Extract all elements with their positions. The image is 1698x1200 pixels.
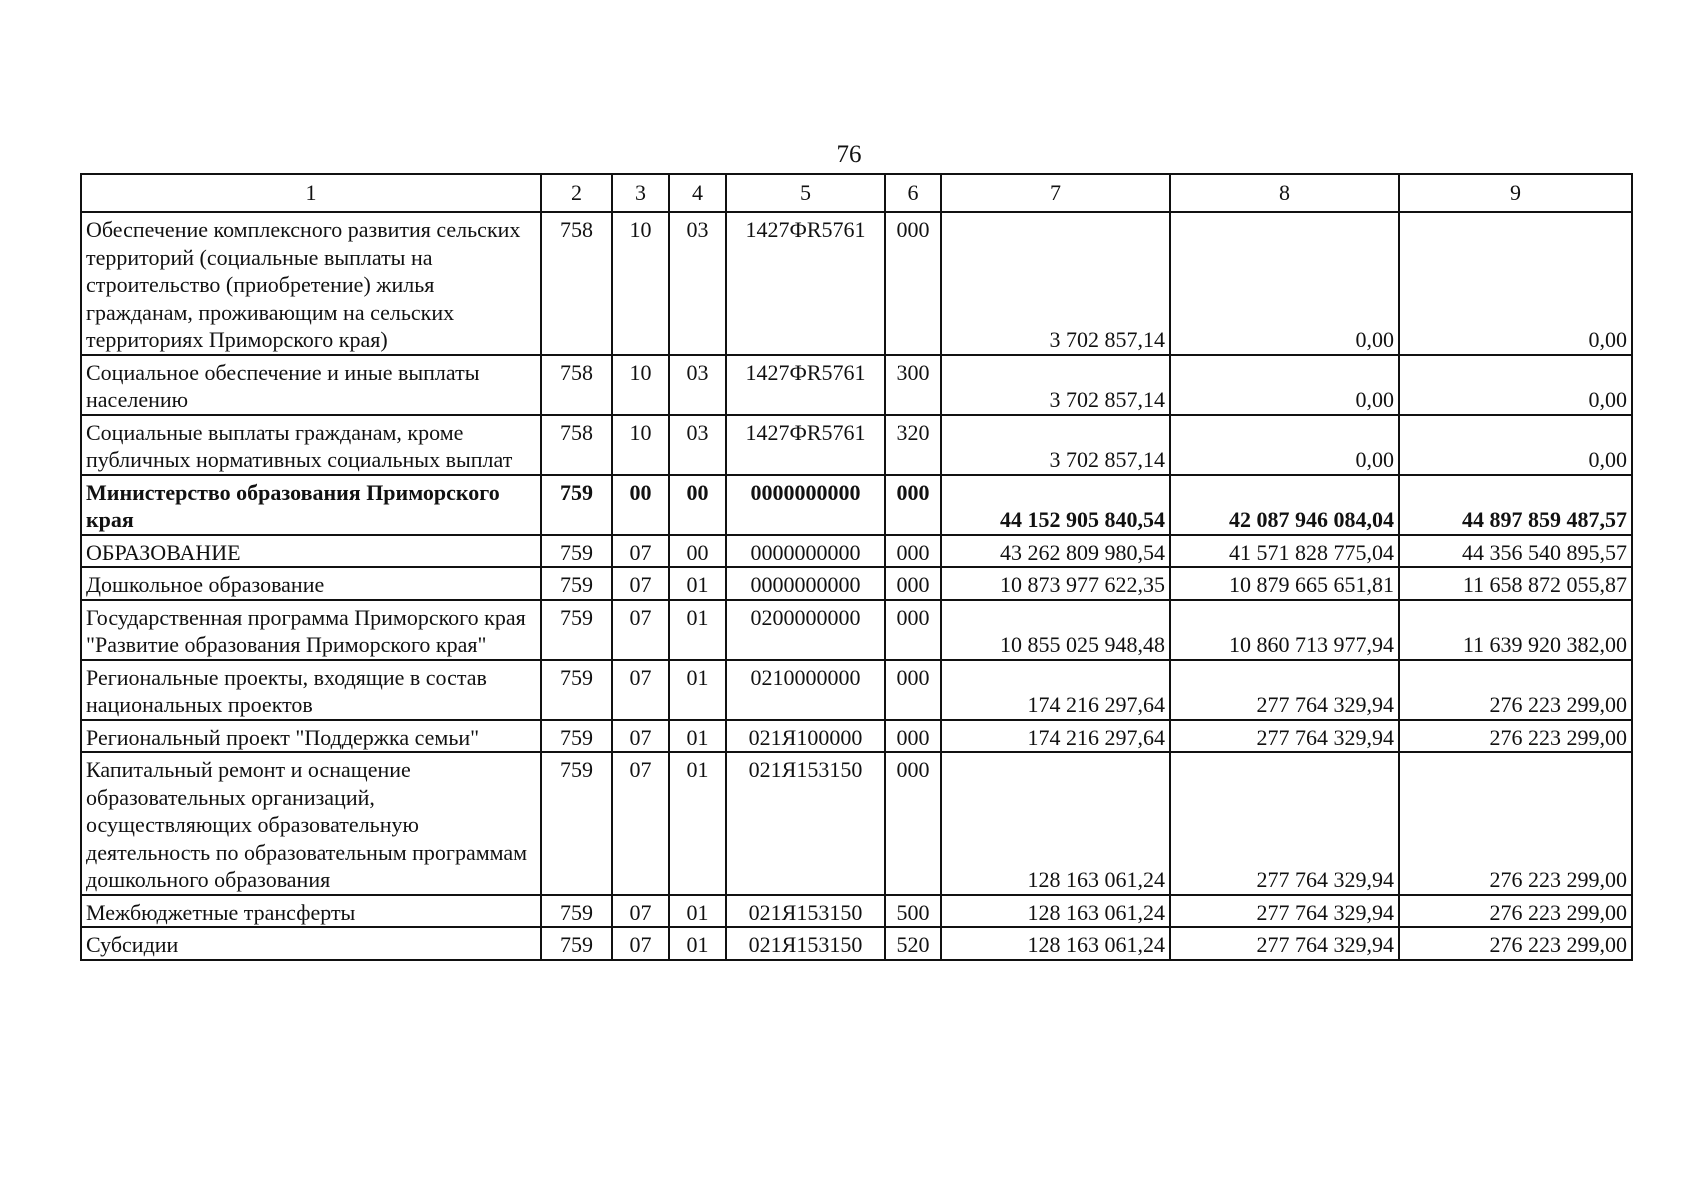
column-header-5: 5	[726, 174, 885, 212]
ministry-code: 759	[541, 927, 612, 960]
section-code: 07	[612, 895, 669, 928]
expense-type-code: 000	[885, 475, 941, 535]
column-header-6: 6	[885, 174, 941, 212]
amount-col-7: 174 216 297,64	[941, 660, 1170, 720]
subsection-code: 01	[669, 720, 726, 753]
amount-col-9: 0,00	[1399, 415, 1632, 475]
expense-type-code: 320	[885, 415, 941, 475]
amount-col-9: 276 223 299,00	[1399, 927, 1632, 960]
ministry-code: 758	[541, 355, 612, 415]
expense-type-code: 500	[885, 895, 941, 928]
target-article-code: 1427ФR5761	[726, 355, 885, 415]
section-code: 07	[612, 927, 669, 960]
row-name: Обеспечение комплексного развития сельских территорий (социальные выплаты на строительство (приобретение) жилья гражданам, проживающим на сельских территориях Приморского края)	[81, 212, 541, 355]
row-name: Капитальный ремонт и оснащение образовательных организаций, осуществляющих образовательную деятельность по образовательным программам дошкольного образования	[81, 752, 541, 895]
row-name: Региональный проект "Поддержка семьи"	[81, 720, 541, 753]
table-row	[81, 600, 1632, 660]
target-article-code: 0000000000	[726, 567, 885, 600]
amount-col-7: 44 152 905 840,54	[941, 475, 1170, 535]
ministry-code: 758	[541, 212, 612, 355]
row-name: Государственная программа Приморского края "Развитие образования Приморского края"	[81, 600, 541, 660]
expense-type-code: 300	[885, 355, 941, 415]
section-code: 07	[612, 660, 669, 720]
amount-col-9: 276 223 299,00	[1399, 895, 1632, 928]
amount-col-8: 0,00	[1170, 415, 1399, 475]
section-code: 10	[612, 415, 669, 475]
subsection-code: 00	[669, 535, 726, 568]
amount-col-7: 10 855 025 948,48	[941, 600, 1170, 660]
row-name: Министерство образования Приморского края	[81, 475, 541, 535]
amount-col-7: 128 163 061,24	[941, 895, 1170, 928]
section-code: 00	[612, 475, 669, 535]
amount-col-8: 277 764 329,94	[1170, 927, 1399, 960]
ministry-code: 759	[541, 535, 612, 568]
amount-col-8: 0,00	[1170, 212, 1399, 355]
target-article-code: 021Я153150	[726, 927, 885, 960]
row-name: Субсидии	[81, 927, 541, 960]
row-name: Социальные выплаты гражданам, кроме публичных нормативных социальных выплат	[81, 415, 541, 475]
table-row	[81, 720, 1632, 753]
table-row	[81, 752, 1632, 895]
amount-col-9: 11 658 872 055,87	[1399, 567, 1632, 600]
amount-col-9: 0,00	[1399, 355, 1632, 415]
column-header-2: 2	[541, 174, 612, 212]
table-row	[81, 567, 1632, 600]
section-code: 07	[612, 567, 669, 600]
amount-col-8: 0,00	[1170, 355, 1399, 415]
target-article-code: 021Я100000	[726, 720, 885, 753]
section-code: 10	[612, 212, 669, 355]
ministry-code: 759	[541, 752, 612, 895]
amount-col-8: 10 860 713 977,94	[1170, 600, 1399, 660]
expense-type-code: 000	[885, 660, 941, 720]
table-row	[81, 475, 1632, 535]
table-row	[81, 212, 1632, 355]
target-article-code: 0210000000	[726, 660, 885, 720]
expense-type-code: 000	[885, 212, 941, 355]
section-code: 07	[612, 535, 669, 568]
amount-col-7: 3 702 857,14	[941, 355, 1170, 415]
header-row	[81, 174, 1632, 212]
row-name: Дошкольное образование	[81, 567, 541, 600]
amount-col-9: 276 223 299,00	[1399, 752, 1632, 895]
table-row	[81, 895, 1632, 928]
subsection-code: 03	[669, 415, 726, 475]
subsection-code: 01	[669, 660, 726, 720]
section-code: 10	[612, 355, 669, 415]
column-header-9: 9	[1399, 174, 1632, 212]
column-header-3: 3	[612, 174, 669, 212]
amount-col-8: 277 764 329,94	[1170, 660, 1399, 720]
ministry-code: 759	[541, 600, 612, 660]
amount-col-7: 10 873 977 622,35	[941, 567, 1170, 600]
table-row	[81, 355, 1632, 415]
subsection-code: 01	[669, 600, 726, 660]
subsection-code: 01	[669, 567, 726, 600]
ministry-code: 759	[541, 660, 612, 720]
amount-col-9: 44 356 540 895,57	[1399, 535, 1632, 568]
column-header-8: 8	[1170, 174, 1399, 212]
row-name: Межбюджетные трансферты	[81, 895, 541, 928]
table-row	[81, 660, 1632, 720]
expense-type-code: 000	[885, 567, 941, 600]
amount-col-7: 174 216 297,64	[941, 720, 1170, 753]
amount-col-8: 41 571 828 775,04	[1170, 535, 1399, 568]
subsection-code: 03	[669, 212, 726, 355]
subsection-code: 03	[669, 355, 726, 415]
table-header	[81, 174, 1632, 212]
table-body	[81, 212, 1632, 960]
amount-col-8: 277 764 329,94	[1170, 720, 1399, 753]
amount-col-9: 0,00	[1399, 212, 1632, 355]
expense-type-code: 520	[885, 927, 941, 960]
amount-col-7: 128 163 061,24	[941, 927, 1170, 960]
ministry-code: 759	[541, 895, 612, 928]
ministry-code: 758	[541, 415, 612, 475]
amount-col-8: 277 764 329,94	[1170, 752, 1399, 895]
page-number: 76	[836, 141, 862, 168]
row-name: Социальное обеспечение и иные выплаты населению	[81, 355, 541, 415]
expense-type-code: 000	[885, 752, 941, 895]
target-article-code: 0000000000	[726, 475, 885, 535]
amount-col-9: 276 223 299,00	[1399, 660, 1632, 720]
amount-col-8: 277 764 329,94	[1170, 895, 1399, 928]
subsection-code: 00	[669, 475, 726, 535]
amount-col-9: 11 639 920 382,00	[1399, 600, 1632, 660]
ministry-code: 759	[541, 567, 612, 600]
amount-col-7: 3 702 857,14	[941, 415, 1170, 475]
row-name: ОБРАЗОВАНИЕ	[81, 535, 541, 568]
column-header-7: 7	[941, 174, 1170, 212]
subsection-code: 01	[669, 752, 726, 895]
expense-type-code: 000	[885, 720, 941, 753]
table-row	[81, 927, 1632, 960]
budget-table	[80, 173, 1633, 961]
subsection-code: 01	[669, 927, 726, 960]
amount-col-7: 3 702 857,14	[941, 212, 1170, 355]
ministry-code: 759	[541, 475, 612, 535]
row-name: Региональные проекты, входящие в состав национальных проектов	[81, 660, 541, 720]
target-article-code: 0200000000	[726, 600, 885, 660]
expense-type-code: 000	[885, 600, 941, 660]
table-row	[81, 415, 1632, 475]
subsection-code: 01	[669, 895, 726, 928]
column-header-1: 1	[81, 174, 541, 212]
table-row	[81, 535, 1632, 568]
ministry-code: 759	[541, 720, 612, 753]
section-code: 07	[612, 600, 669, 660]
expense-type-code: 000	[885, 535, 941, 568]
section-code: 07	[612, 720, 669, 753]
section-code: 07	[612, 752, 669, 895]
target-article-code: 021Я153150	[726, 895, 885, 928]
amount-col-8: 42 087 946 084,04	[1170, 475, 1399, 535]
target-article-code: 021Я153150	[726, 752, 885, 895]
amount-col-7: 43 262 809 980,54	[941, 535, 1170, 568]
target-article-code: 0000000000	[726, 535, 885, 568]
amount-col-7: 128 163 061,24	[941, 752, 1170, 895]
target-article-code: 1427ФR5761	[726, 415, 885, 475]
column-header-4: 4	[669, 174, 726, 212]
amount-col-9: 44 897 859 487,57	[1399, 475, 1632, 535]
target-article-code: 1427ФR5761	[726, 212, 885, 355]
amount-col-9: 276 223 299,00	[1399, 720, 1632, 753]
amount-col-8: 10 879 665 651,81	[1170, 567, 1399, 600]
